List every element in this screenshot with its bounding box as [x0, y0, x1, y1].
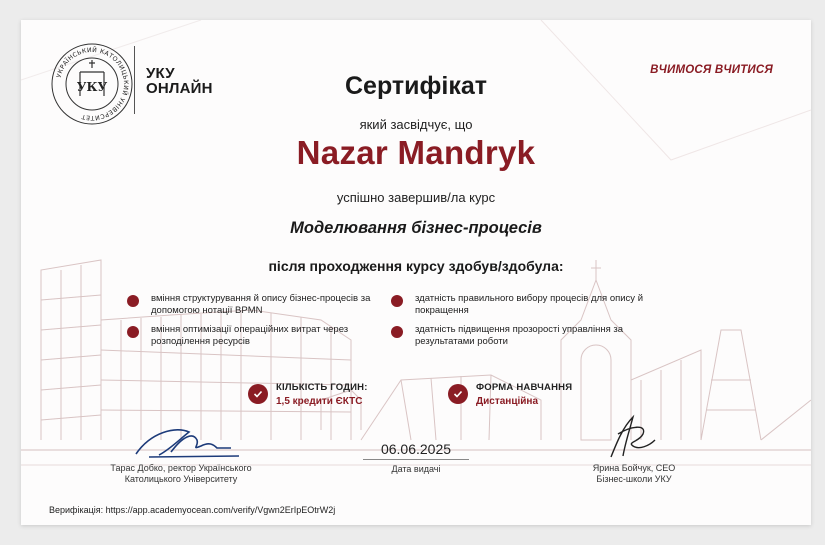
form-value: Дистанційна [476, 396, 539, 407]
skill-item [151, 324, 381, 348]
ceo-caption: Ярина Бойчук, CEO Бізнес-школи УКУ [592, 463, 676, 484]
brand-line-1: УКУ [146, 65, 175, 82]
bullet-dot-icon [391, 295, 403, 307]
checkmark-icon [448, 384, 468, 404]
recipient-name: Nazar Mandryk [296, 134, 536, 171]
verification-link[interactable]: Верифікація: https://app.academyocean.com/verify/Vgwn2ErIpEOtrW2j [49, 505, 336, 515]
form-label: ФОРМА НАВЧАННЯ [476, 382, 573, 393]
skill-text: здатність підвищення прозорості управління за результатами роботи [415, 324, 623, 347]
skill-text: вміння структурування й опису бізнес-процесів за допомогою нотації BPMN [151, 293, 371, 316]
skills-intro: після проходження курсу здобув/здобула: [268, 258, 564, 274]
hours-label: КІЛЬКІСТЬ ГОДИН: [276, 382, 368, 393]
bullet-dot-icon [127, 326, 139, 338]
bullet-dot-icon [391, 326, 403, 338]
date-underline [363, 459, 469, 460]
skill-text: вміння оптимізації операційних витрат через розподілення ресурсів [151, 324, 349, 347]
certificate-card [21, 20, 811, 525]
rector-caption: Тарас Добко, ректор Українського Католицького Університету [110, 463, 252, 484]
bullet-dot-icon [127, 295, 139, 307]
motto: ВЧИМОСЯ ВЧИТИСЯ [650, 64, 773, 76]
skill-text: здатність правильного вибору процесів для опису й покращення [415, 293, 643, 316]
hours-value: 1,5 кредити ЄКТС [276, 396, 363, 407]
attests-text: який засвідчує, що [359, 117, 473, 132]
seal-monogram: УКУ [76, 80, 108, 94]
skill-item [415, 324, 675, 348]
course-name: Моделювання бізнес-процесів [290, 219, 542, 237]
rector-signature [131, 422, 246, 462]
checkmark-icon [248, 384, 268, 404]
seal-ring-text: УКРАЇНСЬКИЙ КАТОЛИЦЬКИЙ УНІВЕРСИТЕТ [55, 46, 130, 122]
ceo-signature [603, 412, 663, 462]
skill-item [151, 293, 381, 317]
issue-date: 06.06.2025 [380, 441, 452, 457]
brand-line-2: ОНЛАЙН [146, 80, 213, 97]
completed-text: успішно завершив/ла курс [336, 190, 496, 205]
issue-date-label: Дата видачі [391, 464, 441, 474]
certificate-title: Сертифікат [345, 72, 487, 100]
skill-item [415, 293, 675, 317]
